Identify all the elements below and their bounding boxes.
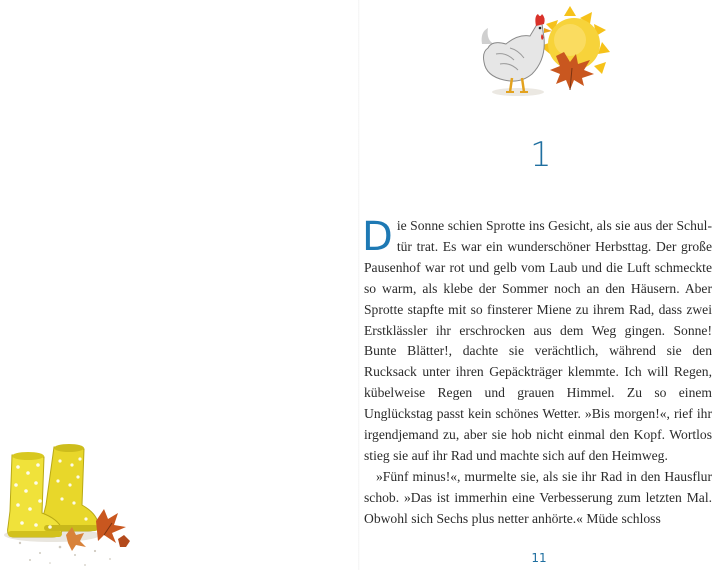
hen-and-sun-illustration: [466, 4, 616, 106]
drop-cap: D: [362, 214, 393, 260]
paragraph-1: [364, 216, 712, 467]
rubber-boots-illustration: [0, 435, 140, 570]
chapter-body-text: [364, 216, 712, 530]
paragraph-2: »Fünf minus!«, murmelte sie, als sie ihr Rad in den Hausflur schob. »Das ist immerhin eine Verbesserung zum letzten Mal. Obwohl sich Sechs plus netter anhörte.« Müde schloss: [364, 468, 712, 526]
hen-icon: [482, 14, 552, 96]
page-number: 11: [531, 551, 547, 565]
chapter-number: 1: [530, 135, 552, 175]
paragraph-1-text: ie Sonne schien Sprotte ins Gesicht, als sie aus der Schultür trat. Es war ein wunderschöner Herbsttag. Der große Pausenhof war rot und gelb vom Laub und die Luft schmeckte so warm, als klebe der Sommer noch an den Häusern. Aber Sprotte stapfte mit so finsterer Miene zu ihrem Rad, dass zwei Erstklässler ihr erschrocken aus dem Weg gingen. Sonne! Bunte Blätter!, dachte sie verächtlich, während sie den Rucksack unter ihren Gepäckträger klemmte. Ich will Regen, kübelweise Regen und grauen Himmel. Zu so einem Unglückstag passt kein schönes Wetter. »Bis morgen!«, rief ihr irgendjemand zu, aber sie hob nicht einmal den Kopf. Wortlos stieg sie auf ihr Rad und machte sich auf den Heimweg.: [364, 218, 712, 463]
